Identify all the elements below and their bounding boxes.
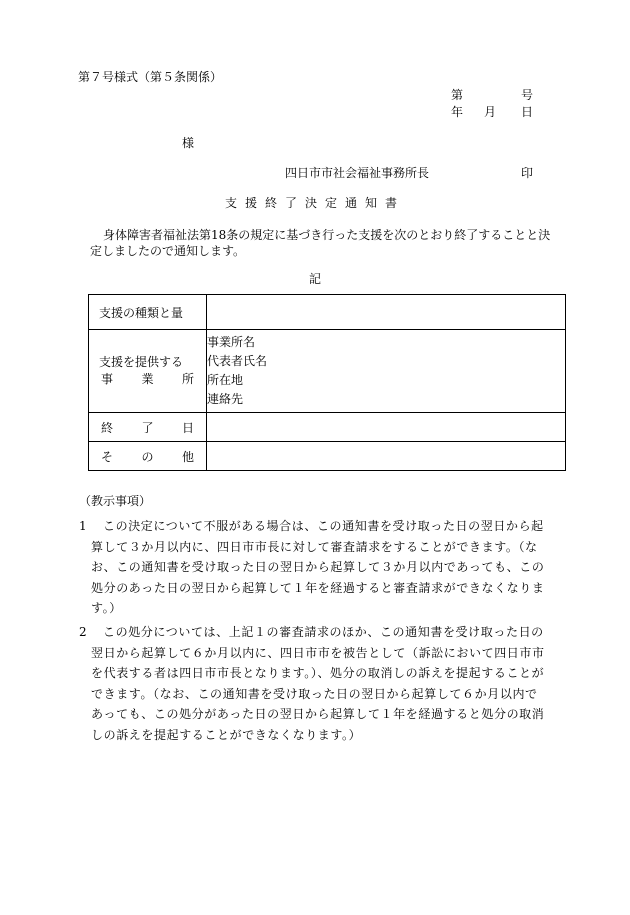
note-item-1: [79, 516, 549, 619]
support-type-label: 支援の種類と量: [99, 305, 184, 320]
provider-field-contact: 連絡先: [207, 392, 244, 406]
note-text: この処分については、上記１の審査請求のほか、この通知書を受け取った日の翌日から起算して６か月以内に、四日市市を被告として（訴訟において四日市市を代表する者は四日市市長となります。）、処分の取消しの訴えを提起することができます。（なお、この通知書を受け取った日の翌日から起算して６か月以内であっても、この処分があった日の翌日から起算して１年を経過すると処分の取消しの訴えを提起することができなくなります。）: [91, 625, 545, 742]
note-text: この決定について不服がある場合は、この通知書を受け取った日の翌日から起算して３か月以内に、四日市市長に対して審査請求をすることができます。（なお、この通知書を受け取った日の翌日から起算して３か月以内であっても、この処分のあった日の翌日から起算して１年を経過すると審査請求ができなくなります。）: [91, 519, 545, 615]
provider-value: [207, 330, 566, 413]
table-row-provider: [89, 330, 566, 413]
notes-heading: （教示事項）: [79, 494, 152, 508]
label-cell: [89, 295, 207, 330]
provider-field-name: 事業所名: [207, 335, 256, 349]
support-info-table: [88, 294, 566, 471]
form-number: 第７号様式（第５条関係）: [78, 70, 223, 84]
document-number-prefix: 第: [451, 88, 464, 102]
other-value: [207, 442, 566, 471]
document-number-suffix: 号: [521, 88, 534, 102]
addressee-honorific: 様: [182, 136, 195, 150]
label-cell: [89, 330, 207, 413]
ki-marker: 記: [308, 272, 321, 286]
provider-field-representative: 代表者氏名: [207, 354, 268, 368]
note-number: 1: [79, 519, 88, 533]
end-date-label: 終 了 日: [101, 420, 194, 435]
document-title: 支援終了決定通知書: [224, 196, 405, 210]
label-cell: [89, 413, 207, 442]
provider-field-address: 所在地: [207, 373, 244, 387]
other-label: そ の 他: [101, 449, 194, 464]
notice-body: 身体障害者福祉法第18条の規定に基づき行った支援を次のとおり終了することと決定しましたので通知します。: [90, 228, 551, 258]
table-row-end-date: [89, 413, 566, 442]
date-month-label: 月: [484, 105, 497, 119]
note-number: 2: [79, 625, 88, 639]
end-date-value: [207, 413, 566, 442]
table-row-other: [89, 442, 566, 471]
provider-label-line2: 事 業 所: [101, 372, 194, 386]
sender-name: 四日市市社会福祉事務所長: [285, 166, 430, 180]
label-cell: [89, 442, 207, 471]
provider-label-line1: 支援を提供する: [99, 355, 184, 369]
table-row-support-type: [89, 295, 566, 330]
seal-mark: 印: [521, 166, 534, 180]
date-day-label: 日: [521, 105, 534, 119]
note-item-2: [79, 622, 549, 745]
date-year-label: 年: [451, 105, 464, 119]
support-type-value: [207, 295, 566, 330]
